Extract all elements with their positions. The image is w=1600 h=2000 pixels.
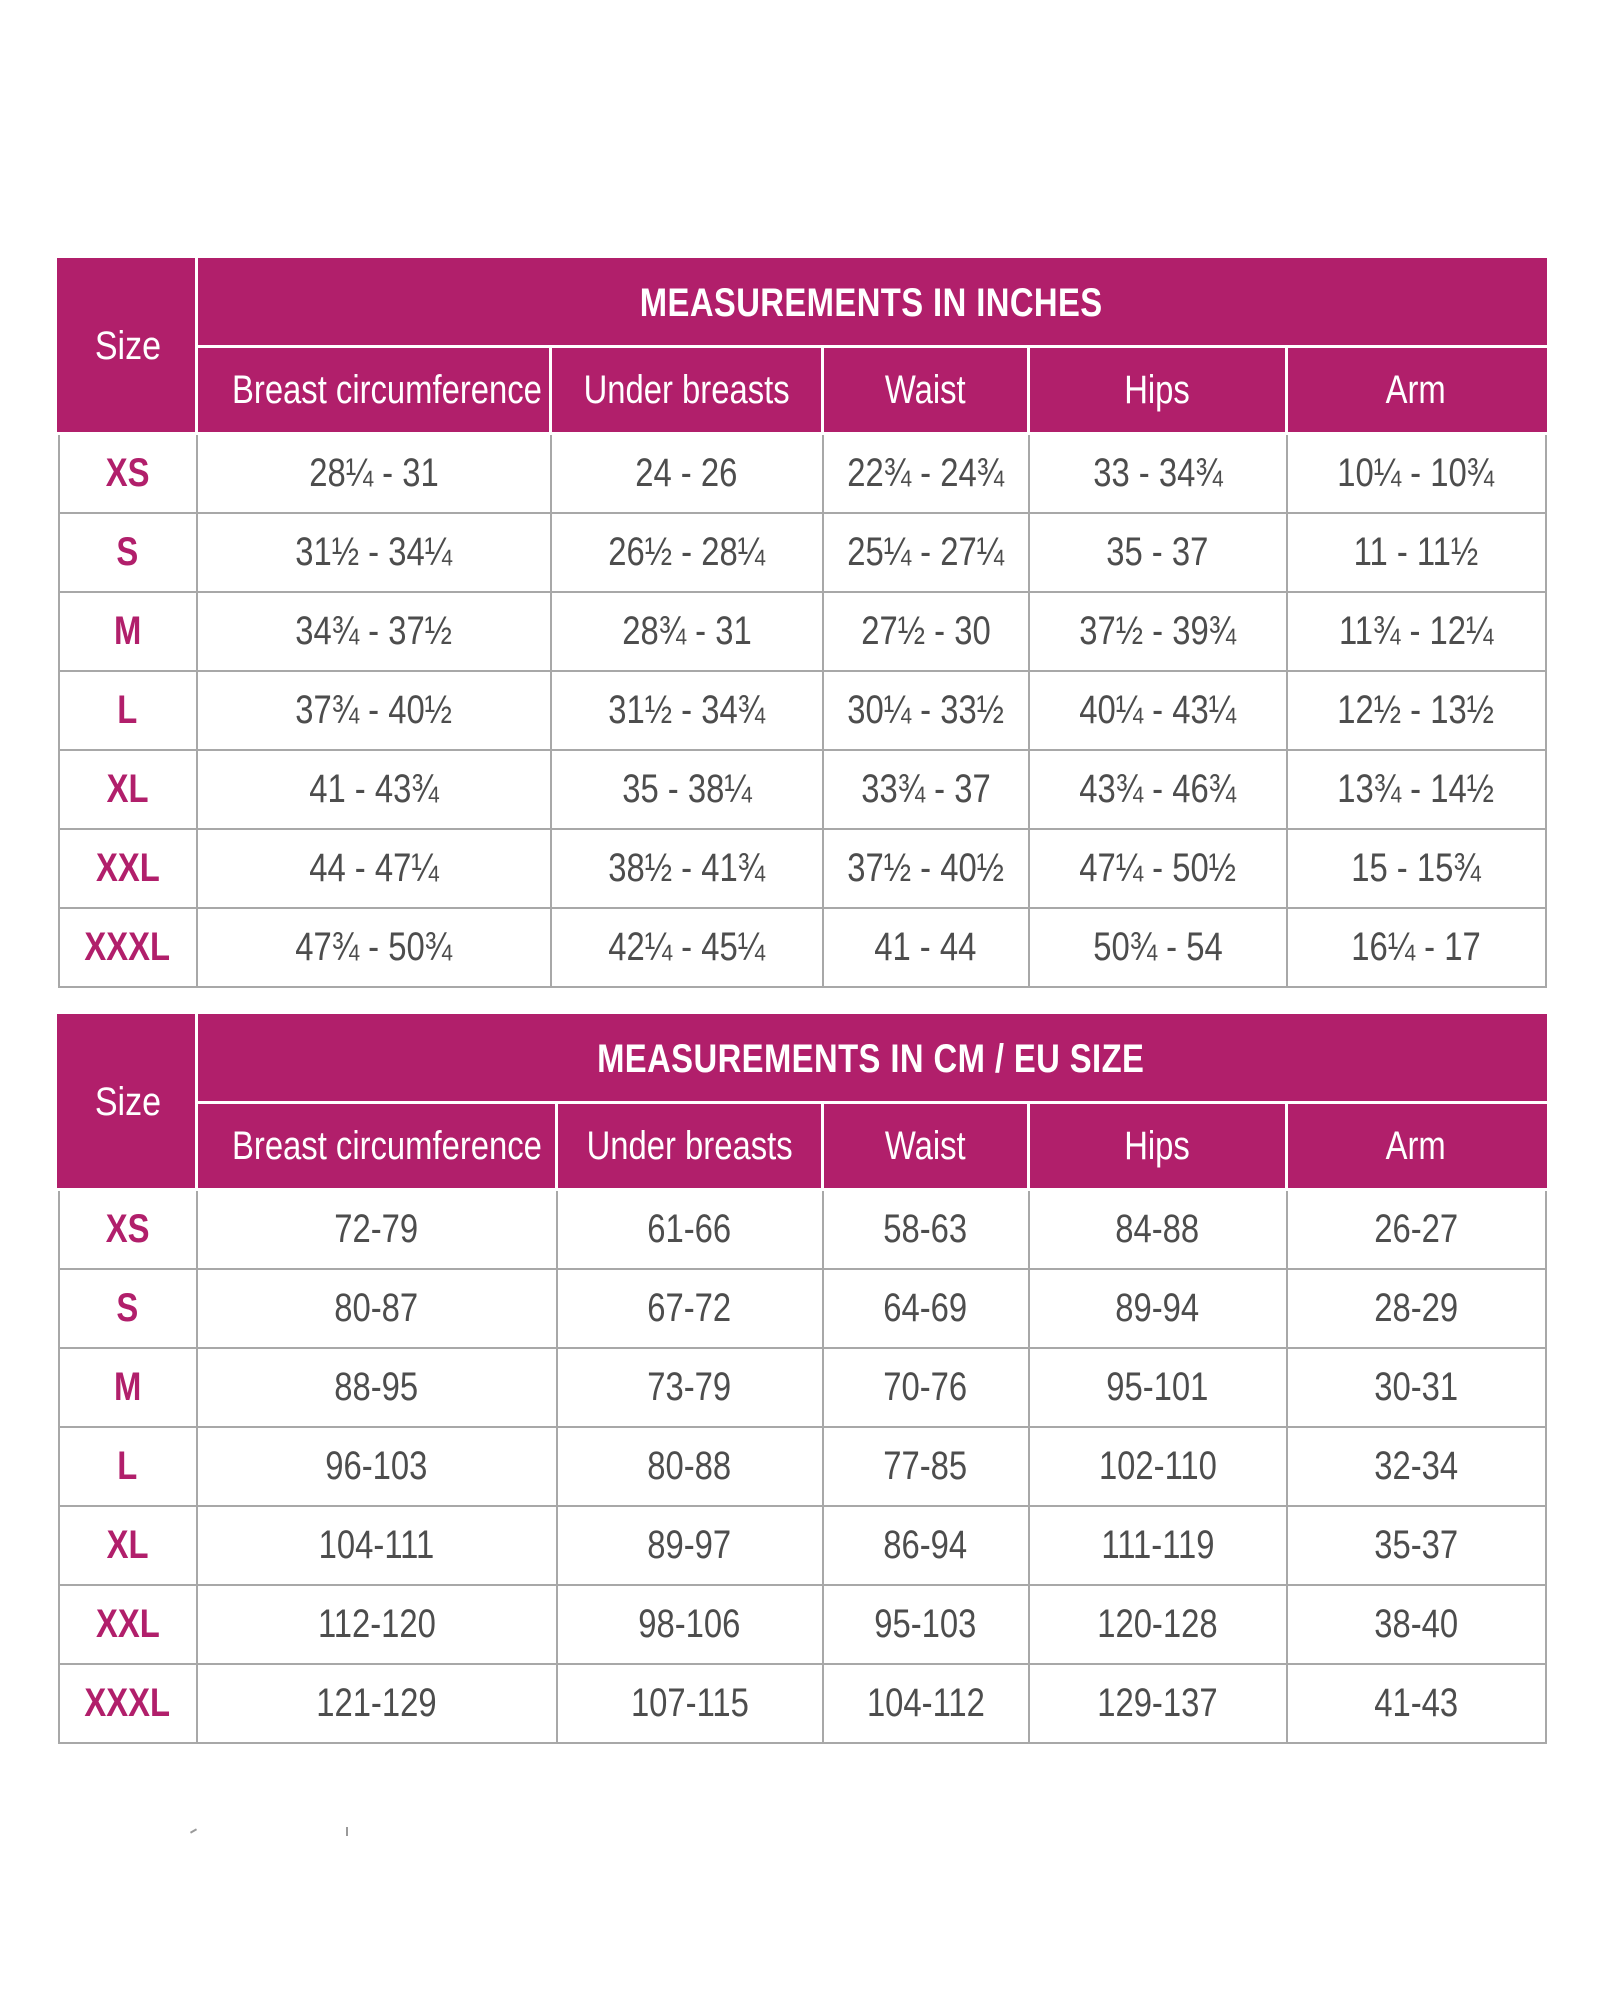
size-label: XXL <box>59 1585 197 1664</box>
hips-header: Hips <box>1029 347 1287 434</box>
measurement-cell: 34¾ - 37½ <box>197 592 551 671</box>
measurement-cell: 112-120 <box>197 1585 557 1664</box>
table-row <box>59 434 1546 514</box>
size-label: L <box>59 1427 197 1506</box>
size-label: XXXL <box>59 1664 197 1743</box>
measurement-cell: 95-103 <box>823 1585 1029 1664</box>
measurement-cell: 73-79 <box>557 1348 823 1427</box>
measurement-cell: 70-76 <box>823 1348 1029 1427</box>
measurement-cell: 30-31 <box>1287 1348 1546 1427</box>
measurement-cell: 104-111 <box>197 1506 557 1585</box>
size-column-header: Size <box>59 1016 197 1190</box>
inches-table-body <box>59 434 1546 988</box>
breast-circumference-header: Breast circumference <box>197 1103 557 1190</box>
measurement-cell: 111-119 <box>1029 1506 1287 1585</box>
measurement-cell: 102-110 <box>1029 1427 1287 1506</box>
table-row <box>59 1427 1546 1506</box>
measurement-cell: 15 - 15¾ <box>1287 829 1546 908</box>
measurement-cell: 72-79 <box>197 1190 557 1270</box>
measurement-cell: 96-103 <box>197 1427 557 1506</box>
measurement-cell: 31½ - 34¼ <box>197 513 551 592</box>
size-label: XXL <box>59 829 197 908</box>
waist-header: Waist <box>823 347 1029 434</box>
measurement-cell: 37¾ - 40½ <box>197 671 551 750</box>
measurement-cell: 47¾ - 50¾ <box>197 908 551 987</box>
table-row <box>59 1585 1546 1664</box>
cm-table-body <box>59 1190 1546 1744</box>
cm-table-title: MEASUREMENTS IN CM / EU SIZE <box>197 1016 1546 1103</box>
measurement-cell: 12½ - 13½ <box>1287 671 1546 750</box>
table-row <box>59 1190 1546 1270</box>
table-row <box>59 513 1546 592</box>
waist-header: Waist <box>823 1103 1029 1190</box>
size-label: S <box>59 1269 197 1348</box>
measurement-cell: 31½ - 34¾ <box>551 671 823 750</box>
measurement-cell: 26-27 <box>1287 1190 1546 1270</box>
measurement-cell: 58-63 <box>823 1190 1029 1270</box>
measurement-cell: 80-87 <box>197 1269 557 1348</box>
table-row <box>59 829 1546 908</box>
measurement-cell: 25¼ - 27¼ <box>823 513 1029 592</box>
measurement-cell: 26½ - 28¼ <box>551 513 823 592</box>
size-label: XXXL <box>59 908 197 987</box>
size-label: XL <box>59 1506 197 1585</box>
table-row <box>59 592 1546 671</box>
measurement-cell: 35-37 <box>1287 1506 1546 1585</box>
stray-mark <box>190 1828 197 1833</box>
measurement-cell: 42¼ - 45¼ <box>551 908 823 987</box>
measurement-cell: 104-112 <box>823 1664 1029 1743</box>
measurement-cell: 89-94 <box>1029 1269 1287 1348</box>
measurement-cell: 41-43 <box>1287 1664 1546 1743</box>
arm-header: Arm <box>1287 1103 1546 1190</box>
table-row <box>59 1506 1546 1585</box>
measurement-cell: 44 - 47¼ <box>197 829 551 908</box>
measurement-cell: 22¾ - 24¾ <box>823 434 1029 514</box>
measurement-cell: 41 - 43¾ <box>197 750 551 829</box>
size-label: L <box>59 671 197 750</box>
measurement-cell: 38½ - 41¾ <box>551 829 823 908</box>
measurement-cell: 86-94 <box>823 1506 1029 1585</box>
measurement-cell: 27½ - 30 <box>823 592 1029 671</box>
measurement-cell: 16¼ - 17 <box>1287 908 1546 987</box>
size-column-header: Size <box>59 260 197 434</box>
size-label: XL <box>59 750 197 829</box>
breast-circumference-header: Breast circumference <box>197 347 551 434</box>
measurement-cell: 28¾ - 31 <box>551 592 823 671</box>
measurement-cell: 30¼ - 33½ <box>823 671 1029 750</box>
measurement-cell: 47¼ - 50½ <box>1029 829 1287 908</box>
cm-size-table <box>57 1014 1547 1744</box>
measurement-cell: 43¾ - 46¾ <box>1029 750 1287 829</box>
size-label: S <box>59 513 197 592</box>
measurement-cell: 28-29 <box>1287 1269 1546 1348</box>
measurement-cell: 67-72 <box>557 1269 823 1348</box>
size-label: XS <box>59 1190 197 1270</box>
measurement-cell: 89-97 <box>557 1506 823 1585</box>
measurement-cell: 88-95 <box>197 1348 557 1427</box>
measurement-cell: 84-88 <box>1029 1190 1287 1270</box>
table-row <box>59 908 1546 987</box>
measurement-cell: 121-129 <box>197 1664 557 1743</box>
measurement-cell: 37½ - 40½ <box>823 829 1029 908</box>
measurement-cell: 77-85 <box>823 1427 1029 1506</box>
measurement-cell: 38-40 <box>1287 1585 1546 1664</box>
measurement-cell: 61-66 <box>557 1190 823 1270</box>
measurement-cell: 11¾ - 12¼ <box>1287 592 1546 671</box>
measurement-cell: 64-69 <box>823 1269 1029 1348</box>
measurement-cell: 28¼ - 31 <box>197 434 551 514</box>
measurement-cell: 50¾ - 54 <box>1029 908 1287 987</box>
measurement-cell: 32-34 <box>1287 1427 1546 1506</box>
measurement-cell: 37½ - 39¾ <box>1029 592 1287 671</box>
hips-header: Hips <box>1029 1103 1287 1190</box>
table-row <box>59 671 1546 750</box>
under-breasts-header: Under breasts <box>557 1103 823 1190</box>
size-label: M <box>59 1348 197 1427</box>
table-row <box>59 1348 1546 1427</box>
size-label: M <box>59 592 197 671</box>
measurement-cell: 80-88 <box>557 1427 823 1506</box>
measurement-cell: 41 - 44 <box>823 908 1029 987</box>
measurement-cell: 35 - 38¼ <box>551 750 823 829</box>
arm-header: Arm <box>1287 347 1546 434</box>
measurement-cell: 107-115 <box>557 1664 823 1743</box>
measurement-cell: 98-106 <box>557 1585 823 1664</box>
measurement-cell: 11 - 11½ <box>1287 513 1546 592</box>
size-label: XS <box>59 434 197 514</box>
measurement-cell: 13¾ - 14½ <box>1287 750 1546 829</box>
table-row <box>59 1664 1546 1743</box>
under-breasts-header: Under breasts <box>551 347 823 434</box>
measurement-cell: 40¼ - 43¼ <box>1029 671 1287 750</box>
measurement-cell: 10¼ - 10¾ <box>1287 434 1546 514</box>
inches-table-title: MEASUREMENTS IN INCHES <box>197 260 1546 347</box>
measurement-cell: 129-137 <box>1029 1664 1287 1743</box>
table-row <box>59 750 1546 829</box>
measurement-cell: 120-128 <box>1029 1585 1287 1664</box>
inches-size-table <box>57 258 1547 988</box>
measurement-cell: 35 - 37 <box>1029 513 1287 592</box>
measurement-cell: 33¾ - 37 <box>823 750 1029 829</box>
measurement-cell: 95-101 <box>1029 1348 1287 1427</box>
measurement-cell: 33 - 34¾ <box>1029 434 1287 514</box>
measurement-cell: 24 - 26 <box>551 434 823 514</box>
table-row <box>59 1269 1546 1348</box>
stray-mark <box>346 1827 348 1836</box>
